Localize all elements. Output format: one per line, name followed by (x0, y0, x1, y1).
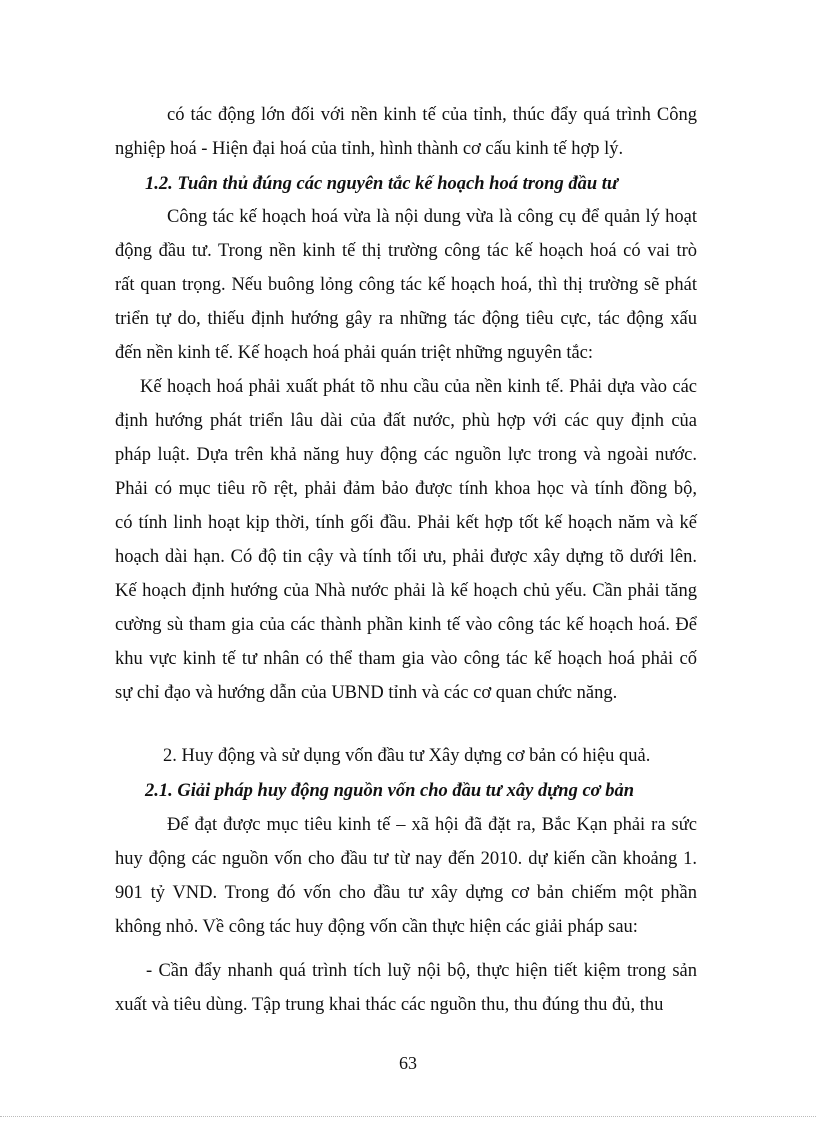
paragraph-line: động đầu tư. Trong nền kinh tế thị trường công tác kế hoạch hoá có vai trò (115, 241, 697, 261)
paragraph-line: huy động các nguồn vốn cho đầu tư từ nay đến 2010. dự kiến cần khoảng 1. (115, 849, 697, 869)
paragraph-line: sự chỉ đạo và hướng dẫn của UBND tỉnh và các cơ quan chức năng. (115, 683, 618, 703)
paragraph-line: triển tự do, thiếu định hướng gây ra những tác động tiêu cực, tác động xấu (115, 309, 697, 329)
section-heading-1-2: 1.2. Tuân thủ đúng các nguyên tắc kế hoạch hoá trong đầu tư (145, 174, 618, 194)
paragraph-line: xuất và tiêu dùng. Tập trung khai thác các nguồn thu, thu đúng thu đủ, thu (115, 995, 664, 1015)
paragraph-line: định hướng phát triển lâu dài của đất nước, phù hợp với các quy định của (115, 411, 697, 431)
paragraph-line: 901 tỷ VND. Trong đó vốn cho đầu tư xây dựng cơ bản chiếm một phần (115, 883, 697, 903)
paragraph-line: không nhỏ. Về công tác huy động vốn cần thực hiện các giải pháp sau: (115, 917, 638, 937)
section-heading-2-1: 2.1. Giải pháp huy động nguồn vốn cho đầu tư xây dựng cơ bản (145, 781, 635, 801)
paragraph-line: hoạch dài hạn. Có độ tin cậy và tính tối ưu, phải được xây dựng tõ dưới lên. (115, 547, 697, 567)
paragraph-line: đến nền kinh tế. Kế hoạch hoá phải quán triệt những nguyên tắc: (115, 343, 594, 363)
paragraph-line: cường sù tham gia của các thành phần kinh tế vào công tác kế hoạch hoá. Để (115, 615, 697, 635)
paragraph-line: có tính linh hoạt kịp thời, tính gối đầu. Phải kết hợp tốt kế hoạch năm và kế (115, 513, 697, 533)
section-heading-2: 2. Huy động và sử dụng vốn đầu tư Xây dựng cơ bản có hiệu quả. (163, 746, 651, 766)
paragraph-line: nghiệp hoá - Hiện đại hoá của tỉnh, hình thành cơ cấu kinh tế hợp lý. (115, 139, 624, 159)
page-number: 63 (399, 1053, 417, 1073)
paragraph-line: pháp luật. Dựa trên khả năng huy động các nguồn lực trong và ngoài nước. (115, 445, 697, 465)
bullet-item-line: - Cần đẩy nhanh quá trình tích luỹ nội bộ, thực hiện tiết kiệm trong sản (146, 961, 697, 981)
paragraph-line: khu vực kinh tế tư nhân có thể tham gia vào công tác kế hoạch hoá phải cố (115, 649, 697, 669)
paragraph-line: Kế hoạch hoá phải xuất phát tõ nhu cầu của nền kinh tế. Phải dựa vào các (140, 377, 697, 397)
paragraph-line: Phải có mục tiêu rõ rệt, phải đảm bảo được tính khoa học và tính đồng bộ, (115, 479, 697, 499)
paragraph-line: Để đạt được mục tiêu kinh tế – xã hội đã đặt ra, Bắc Kạn phải ra sức (167, 815, 697, 835)
page-bottom-divider (0, 1116, 816, 1117)
paragraph-line: có tác động lớn đối với nền kinh tế của tỉnh, thúc đẩy quá trình Công (167, 105, 697, 125)
paragraph-line: Kế hoạch định hướng của Nhà nước phải là kế hoạch chủ yếu. Cần phải tăng (115, 581, 697, 601)
paragraph-line: rất quan trọng. Nếu buông lỏng công tác kế hoạch hoá, thì thị trường sẽ phát (115, 275, 697, 295)
paragraph-line: Công tác kế hoạch hoá vừa là nội dung vừa là công cụ để quản lý hoạt (167, 207, 697, 227)
